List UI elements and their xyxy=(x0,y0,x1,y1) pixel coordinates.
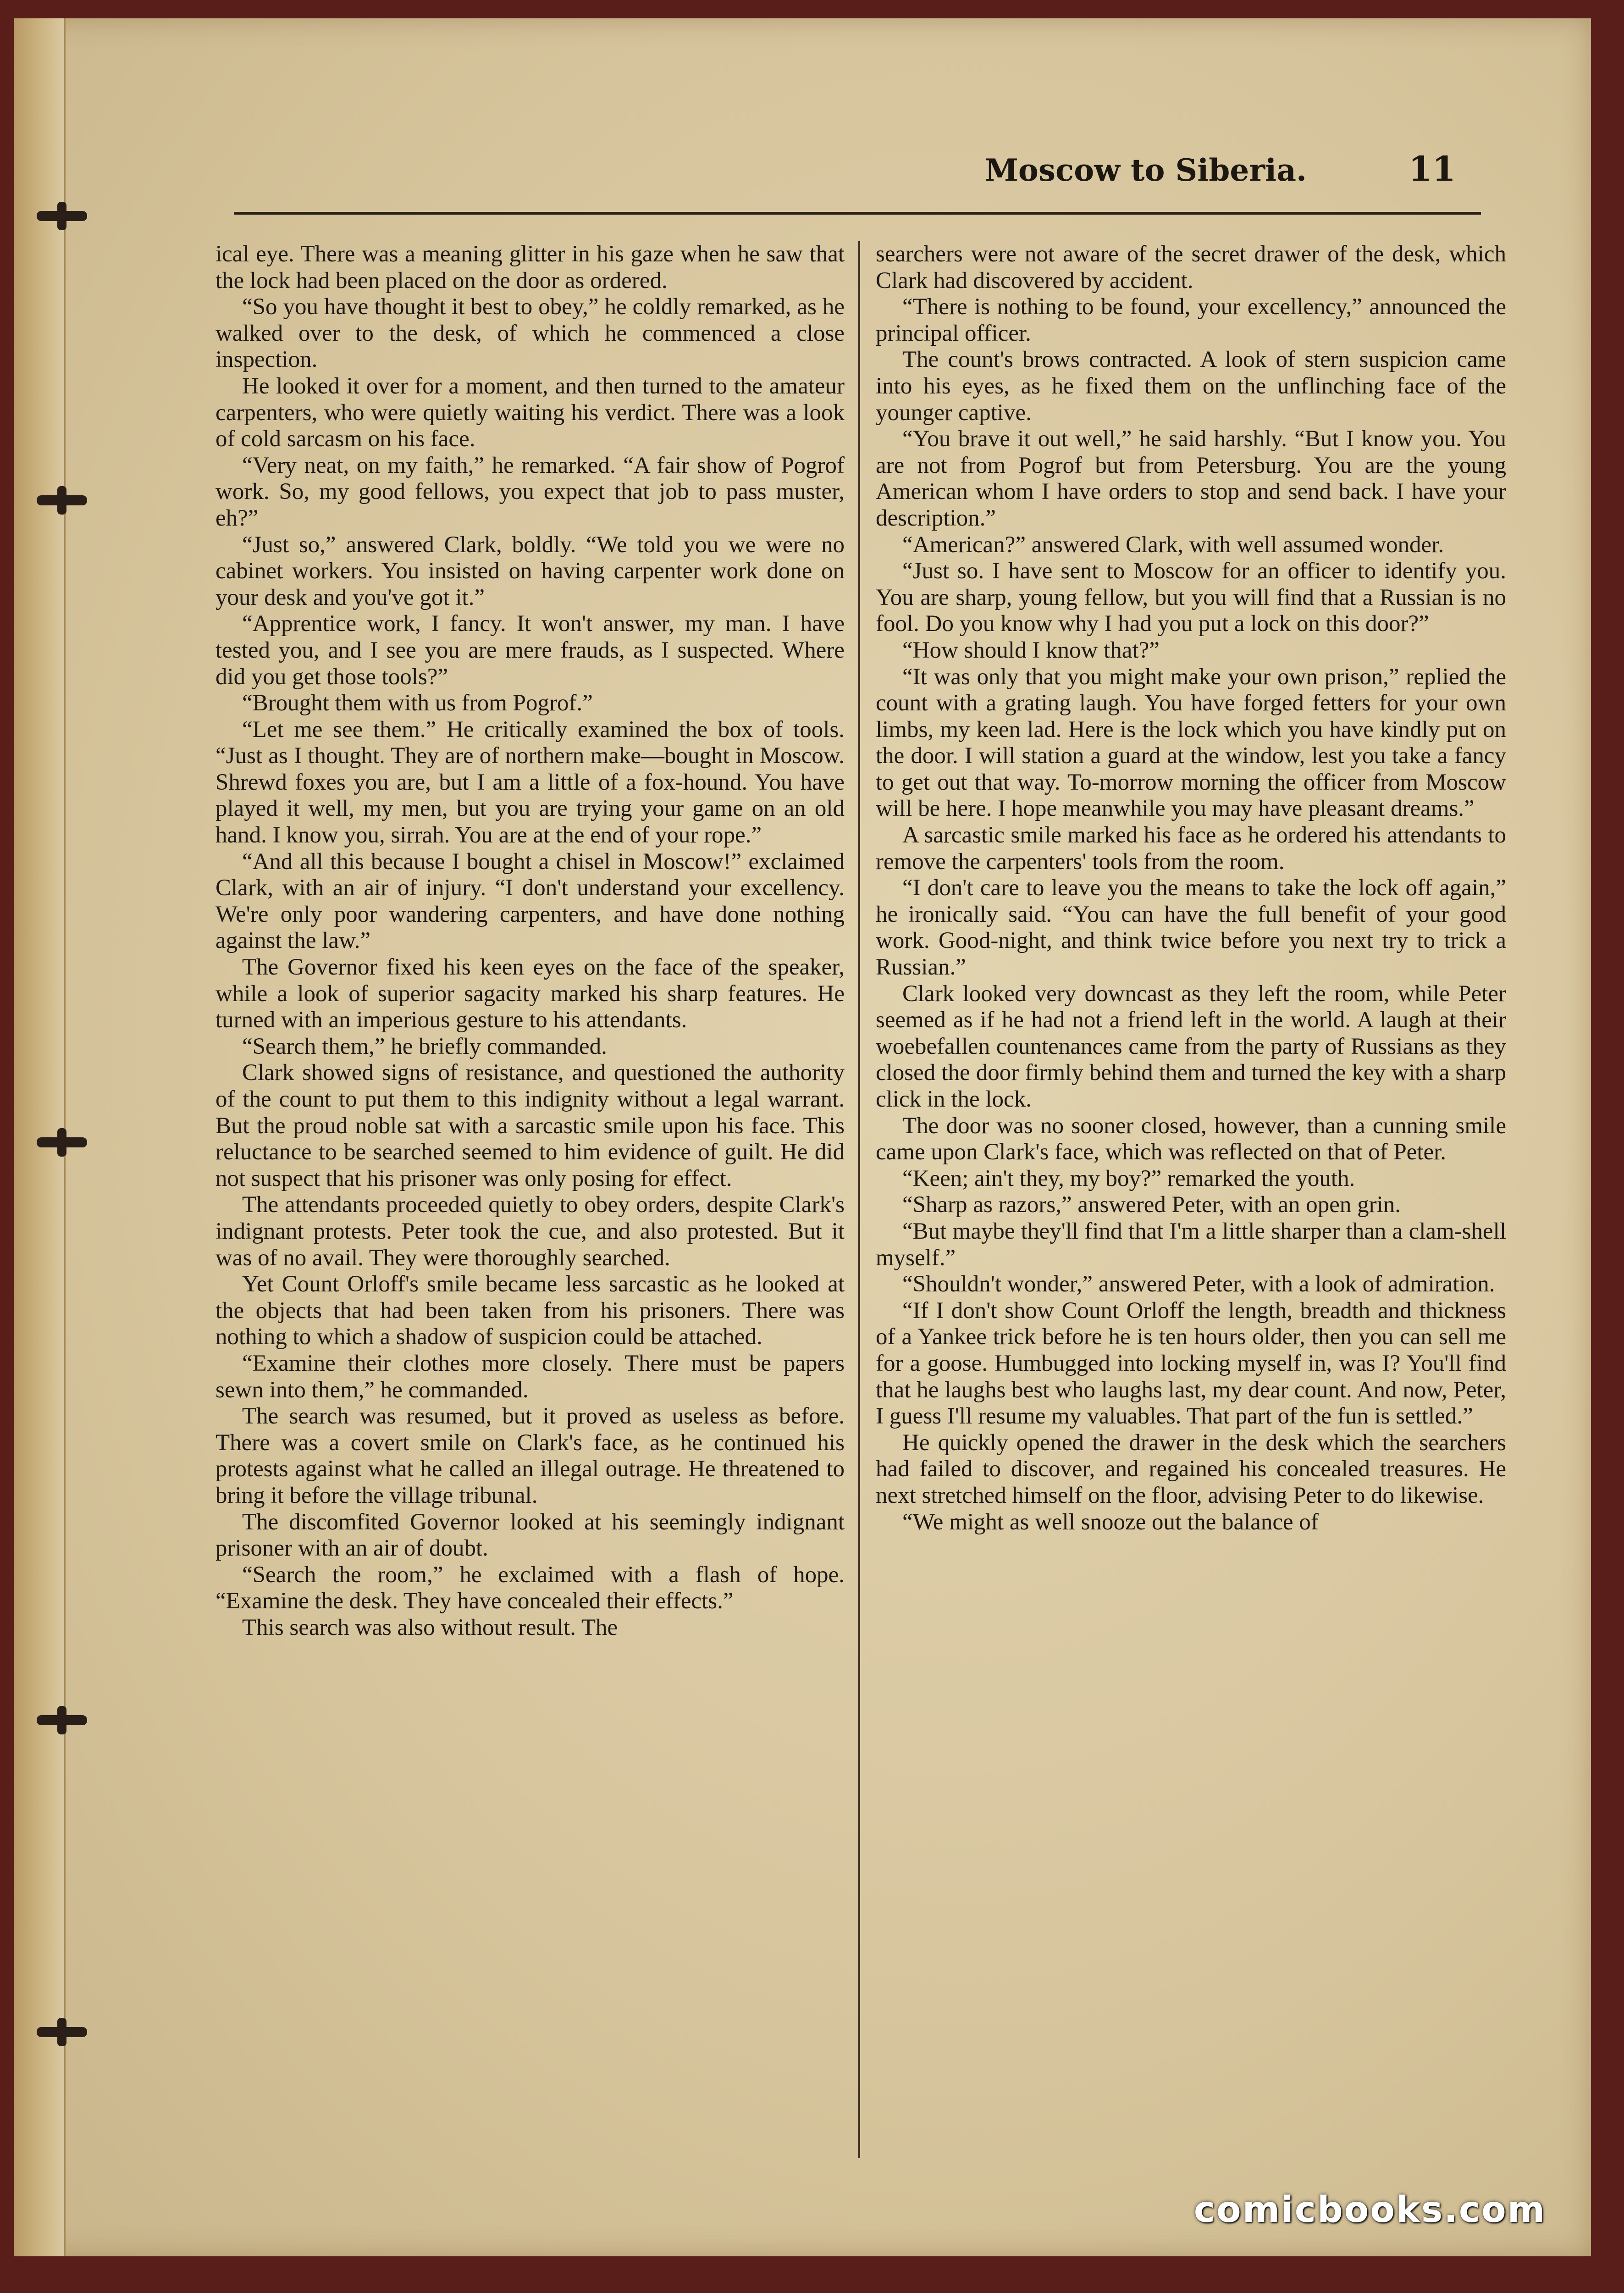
paragraph: “But maybe they'll find that I'm a little sharper than a clam-shell myself.” xyxy=(876,1218,1506,1271)
binding-stitch xyxy=(37,2027,87,2037)
paragraph: “Search the room,” he exclaimed with a flash of hope. “Examine the desk. They have concealed their effects.” xyxy=(215,1562,845,1614)
paragraph: “I don't care to leave you the means to take the lock off again,” he ironically said. “You can have the full benefit of your good work. Good-night, and think twice before you next try to trick a Russian.” xyxy=(876,875,1506,980)
page-number: 11 xyxy=(1409,150,1456,189)
paragraph: “Very neat, on my faith,” he remarked. “A fair show of Pogrof work. So, my good fellows, you expect that job to pass muster, eh?” xyxy=(215,452,845,531)
paragraph: “So you have thought it best to obey,” he coldly remarked, as he walked over to the desk, of which he commenced a close inspection. xyxy=(215,294,845,373)
paragraph: The count's brows contracted. A look of stern suspicion came into his eyes, as he fixed them on the unflinching face of the younger captive. xyxy=(876,347,1506,426)
paragraph: The Governor fixed his keen eyes on the face of the speaker, while a look of superior sagacity marked his sharp features. He turned with an imperious gesture to his attendants. xyxy=(215,954,845,1033)
paragraph: searchers were not aware of the secret drawer of the desk, which Clark had discovered by accident. xyxy=(876,241,1506,294)
book-page xyxy=(14,18,1591,2256)
text-column-left xyxy=(215,241,845,2158)
paragraph: The search was resumed, but it proved as useless as before. There was a covert smile on Clark's face, as he continued his protests against what he called an illegal outrage. He threatened to bring it before the village tribunal. xyxy=(215,1403,845,1508)
running-header xyxy=(234,143,1481,215)
paragraph: This search was also without result. The xyxy=(242,1614,618,1640)
binding-stitch xyxy=(37,211,87,221)
paragraph: “Sharp as razors,” answered Peter, with an open grin. xyxy=(902,1192,1401,1218)
text-column-right xyxy=(876,241,1506,2158)
binding-stitch xyxy=(37,495,87,505)
paragraph: “American?” answered Clark, with well assumed wonder. xyxy=(902,532,1444,558)
paragraph: “Keen; ain't they, my boy?” remarked the youth. xyxy=(902,1165,1355,1191)
paragraph: “Brought them with us from Pogrof.” xyxy=(242,690,593,716)
site-watermark: comicbooks.com xyxy=(1193,2189,1546,2231)
paragraph: “Just so,” answered Clark, boldly. “We told you we were no cabinet workers. You insisted on having carpenter work done on your desk and you've got it.” xyxy=(215,532,845,610)
paragraph: “Apprentice work, I fancy. It won't answer, my man. I have tested you, and I see you are mere frauds, as I suspected. Where did you get those tools?” xyxy=(215,611,845,690)
paragraph: He quickly opened the drawer in the desk which the searchers had failed to discover, and regained his concealed treasures. He next stretched himself on the floor, advising Peter to do likewise. xyxy=(876,1429,1506,1508)
paragraph: “Examine their clothes more closely. There must be papers sewn into them,” he commanded. xyxy=(215,1350,845,1403)
paragraph: The attendants proceeded quietly to obey orders, despite Clark's indignant protests. Peter took the cue, and also protested. But it was of no avail. They were thoroughly searched. xyxy=(215,1192,845,1271)
running-title: Moscow to Siberia. xyxy=(984,152,1307,188)
paragraph: “There is nothing to be found, your excellency,” announced the principal officer. xyxy=(876,294,1506,346)
paragraph: “Shouldn't wonder,” answered Peter, with a look of admiration. xyxy=(902,1271,1495,1297)
paragraph: A sarcastic smile marked his face as he ordered his attendants to remove the carpenters' tools from the room. xyxy=(876,822,1506,875)
paragraph: “And all this because I bought a chisel in Moscow!” exclaimed Clark, with an air of injury. “I don't understand your excellency. We're only poor wandering carpenters, and have done nothing against the law.” xyxy=(215,848,845,954)
paragraph: Clark looked very downcast as they left the room, while Peter seemed as if he had not a friend left in the world. A laugh at their woebefallen countenances came from the party of Russians as they closed the door firmly behind them and turned the key with a sharp click in the lock. xyxy=(876,980,1506,1112)
paragraph: “How should I know that?” xyxy=(902,637,1160,663)
paragraph: “You brave it out well,” he said harshly. “But I know you. You are not from Pogrof but from Petersburg. You are the young American whom I have orders to stop and send back. I have your description.” xyxy=(876,426,1506,531)
paragraph: The discomfited Governor looked at his seemingly indignant prisoner with an air of doubt. xyxy=(215,1509,845,1562)
paragraph: “Search them,” he briefly commanded. xyxy=(242,1033,607,1059)
paragraph: “It was only that you might make your own prison,” replied the count with a grating laugh. You have forged fetters for your own limbs, my keen lad. Here is the lock which you have kindly put on the door. I will station a guard at the window, lest you take a fancy to get out that way. To-morrow morning the officer from Moscow will be here. I hope meanwhile you may have pleasant dreams.” xyxy=(876,664,1506,822)
paragraph: “Just so. I have sent to Moscow for an officer to identify you. You are sharp, young fellow, but you will find that a Russian is no fool. Do you know why I had you put a lock on this door?” xyxy=(876,558,1506,637)
page-spine xyxy=(14,18,66,2256)
paragraph: He looked it over for a moment, and then turned to the amateur carpenters, who were quietly waiting his verdict. There was a look of cold sarcasm on his face. xyxy=(215,373,845,452)
paragraph: ical eye. There was a meaning glitter in his gaze when he saw that the lock had been placed on the door as ordered. xyxy=(215,241,845,294)
paragraph: “Let me see them.” He critically examined the box of tools. “Just as I thought. They are of northern make—bought in Moscow. Shrewd foxes you are, but I am a little of a fox-hound. You have played it well, my men, but you are trying your game on an old hand. I know you, sirrah. You are at the end of your rope.” xyxy=(215,716,845,848)
paragraph: Yet Count Orloff's smile became less sarcastic as he looked at the objects that had been taken from his prisoners. There was nothing to which a shadow of suspicion could be attached. xyxy=(215,1271,845,1350)
paragraph: “If I don't show Count Orloff the length, breadth and thickness of a Yankee trick before he is ten hours older, then you can sell me for a goose. Humbugged into locking myself in, was I? You'll find that he laughs best who laughs last, my dear count. And now, Peter, I guess I'll resume my valuables. That part of the fun is settled.” xyxy=(876,1297,1506,1429)
binding-stitch xyxy=(37,1137,87,1147)
paragraph: “We might as well snooze out the balance of xyxy=(902,1509,1319,1535)
paragraph: Clark showed signs of resistance, and questioned the authority of the count to put them to this indignity without a legal warrant. But the proud noble sat with a sarcastic smile upon his face. This reluctance to be searched seemed to him evidence of guilt. He did not suspect that his prisoner was only posing for effect. xyxy=(215,1060,845,1191)
paragraph: The door was no sooner closed, however, than a cunning smile came upon Clark's face, which was reflected on that of Peter. xyxy=(876,1113,1506,1165)
binding-stitch xyxy=(37,1715,87,1725)
column-divider xyxy=(858,241,860,2158)
